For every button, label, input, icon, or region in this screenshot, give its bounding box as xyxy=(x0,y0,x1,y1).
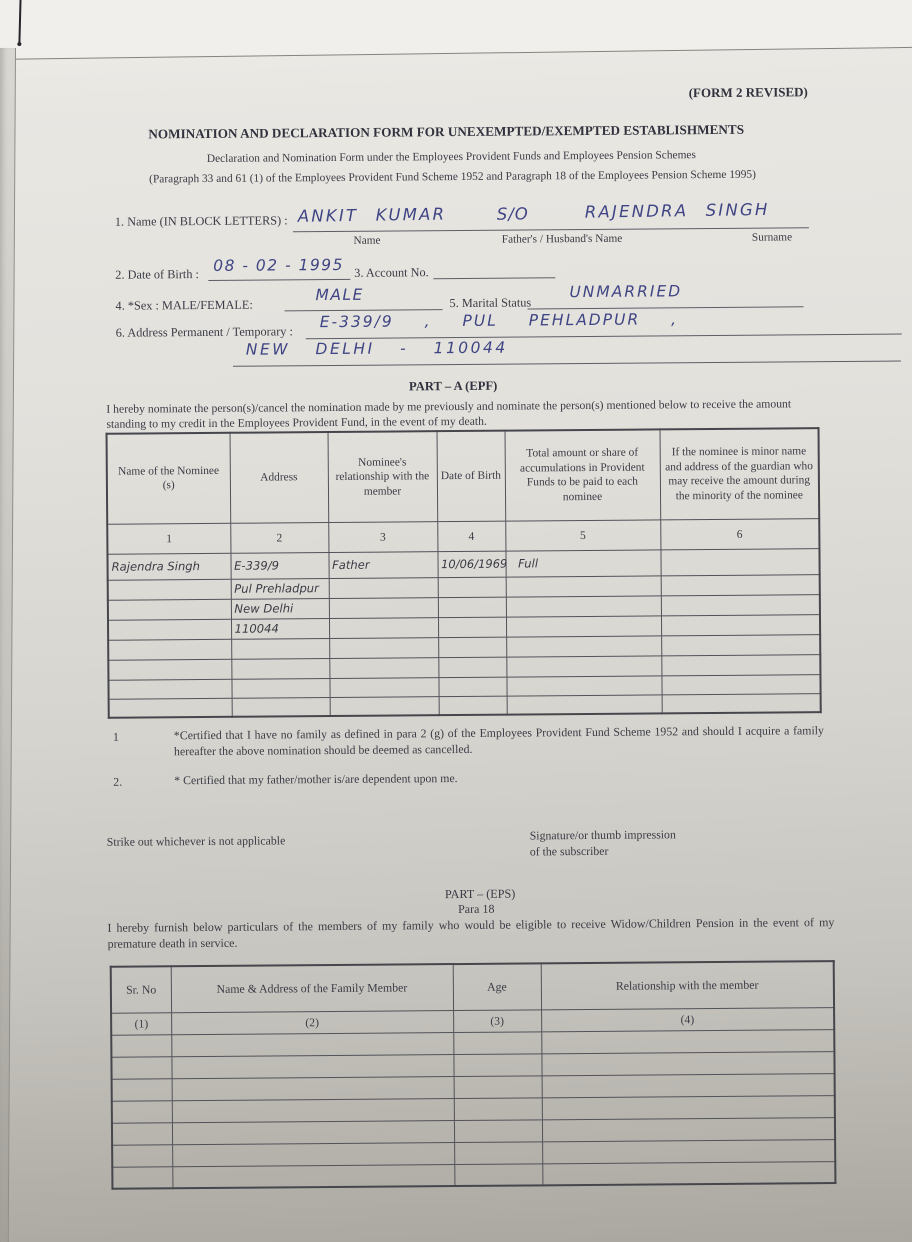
nominee-address-cell: Pul Prehladpur xyxy=(231,578,329,599)
nominee-address-cell: New Delhi xyxy=(231,598,329,619)
col-number: 2 xyxy=(230,522,328,553)
empty-cell xyxy=(438,657,506,678)
note-2-text: * Certified that my father/mother is/are dependent upon me. xyxy=(174,771,458,788)
address-value-1: E-339/9 , PUL PEHLADPUR , xyxy=(319,310,679,332)
address-value-2: NEW DELHI - 110044 xyxy=(245,338,508,359)
dob-value: 08 - 02 - 1995 xyxy=(213,255,345,275)
table-row xyxy=(112,1161,835,1189)
part-eps-title: PART – (EPS) xyxy=(444,886,516,902)
dob-label: 2. Date of Birth : xyxy=(115,267,200,282)
col-header: Name of the Nominee (s) xyxy=(107,433,231,524)
empty-cell xyxy=(108,599,231,620)
nominee-address-cell: 110044 xyxy=(231,618,329,639)
empty-cell xyxy=(438,597,506,618)
empty-cell xyxy=(172,1120,454,1144)
empty-cell xyxy=(454,1075,542,1098)
empty-cell xyxy=(661,574,820,595)
strike-out-note: Strike out whichever is not applicable xyxy=(106,833,286,849)
empty-cell xyxy=(541,1029,834,1053)
col-number: 3 xyxy=(328,521,437,552)
empty-cell xyxy=(506,675,661,695)
empty-cell xyxy=(111,1034,171,1056)
empty-cell xyxy=(542,1161,835,1185)
empty-cell xyxy=(506,655,661,676)
col-header: Relationship with the member xyxy=(541,961,834,1009)
empty-cell xyxy=(439,696,507,716)
empty-cell xyxy=(438,637,506,658)
empty-cell xyxy=(172,1142,454,1166)
empty-cell xyxy=(506,595,661,616)
empty-cell xyxy=(329,637,438,658)
empty-cell xyxy=(661,674,820,694)
empty-cell xyxy=(108,639,231,660)
empty-cell xyxy=(453,1053,541,1076)
empty-cell xyxy=(542,1117,835,1141)
empty-cell xyxy=(454,1097,542,1120)
note-1-marker: 1 xyxy=(112,729,119,744)
nominee-address-cell: E-339/9 xyxy=(230,552,328,579)
marital-label: 5. Marital Status xyxy=(449,295,532,311)
page-subtitle-2: (Paragraph 33 and 61 (1) of the Employees Provident Fund Scheme 1952 and Paragraph 18 of the Employees Pension Scheme 1995) xyxy=(149,168,756,186)
col-header: If the nominee is minor name and address of the guardian who may receive the amount during the minority of the nominee xyxy=(660,428,820,519)
empty-cell xyxy=(329,657,438,678)
col-number: 4 xyxy=(437,521,505,552)
name-label: 1. Name (IN BLOCK LETTERS) : xyxy=(114,213,288,229)
col-number: (4) xyxy=(541,1007,834,1031)
empty-cell xyxy=(454,1119,542,1142)
empty-cell xyxy=(172,1098,454,1122)
empty-cell xyxy=(506,635,661,656)
empty-cell xyxy=(438,617,506,638)
empty-cell xyxy=(542,1139,835,1163)
empty-cell xyxy=(541,1051,834,1075)
account-label: 3. Account No. xyxy=(354,265,429,280)
empty-cell xyxy=(231,638,329,659)
empty-cell xyxy=(108,659,231,680)
empty-cell xyxy=(171,1054,453,1078)
empty-cell xyxy=(438,577,506,598)
empty-cell xyxy=(108,619,231,640)
empty-cell xyxy=(662,693,821,713)
empty-cell xyxy=(661,594,820,615)
col-header: Address xyxy=(230,432,329,523)
form-revision-tag: (FORM 2 REVISED) xyxy=(688,84,808,101)
signature-note-line2: of the subscriber xyxy=(529,843,609,859)
nominee-share-cell: Full xyxy=(505,549,660,576)
empty-cell xyxy=(661,614,820,635)
empty-cell xyxy=(329,617,438,638)
name-value: ANKIT KUMAR xyxy=(297,204,447,226)
eps-family-table xyxy=(110,960,837,1190)
table-header-row xyxy=(111,961,834,1013)
col-number: (3) xyxy=(453,1009,541,1032)
empty-cell xyxy=(112,1122,172,1144)
empty-cell xyxy=(112,1100,172,1122)
part-a-intro: I hereby nominate the person(s)/cancel the nomination made by me previously and nominate the person(s) mentioned below to receive the amount standing to my credit in the Employees Provident Fund, in the event of my death. xyxy=(106,397,792,431)
empty-cell xyxy=(109,698,232,718)
name-sublabel: Name xyxy=(353,234,381,247)
page-title: NOMINATION AND DECLARATION FORM FOR UNEXEMPTED/EXEMPTED ESTABLISHMENTS xyxy=(148,121,745,142)
signature-note-line1: Signature/or thumb impression xyxy=(529,827,676,843)
col-header: Name & Address of the Family Member xyxy=(171,964,453,1012)
address-label: 6. Address Permanent / Temporary : xyxy=(115,324,293,340)
account-underline xyxy=(433,253,555,279)
sex-value: MALE xyxy=(315,285,364,305)
father-sublabel: Father's / Husband's Name xyxy=(501,232,623,246)
empty-cell xyxy=(329,677,438,697)
empty-cell xyxy=(172,1076,454,1100)
part-a-title: PART – A (EPF) xyxy=(408,378,498,394)
part-eps-intro: I hereby furnish below particulars of the members of my family who would be eligible to receive Widow/Children Pension in the event of my premature death in service. xyxy=(107,915,835,951)
col-number: 6 xyxy=(660,518,819,549)
empty-cell xyxy=(231,658,329,679)
epf-nominee-table xyxy=(106,427,822,719)
empty-cell xyxy=(108,679,231,699)
name-so-value: S/O xyxy=(496,204,529,224)
father-name-value: RAJENDRA SINGH xyxy=(584,199,770,222)
empty-cell xyxy=(112,1166,172,1188)
note-2-marker: 2. xyxy=(113,774,123,789)
empty-cell xyxy=(661,654,820,675)
nominee-name-cell: Rajendra Singh xyxy=(107,553,230,580)
sex-label: 4. *Sex : MALE/FEMALE: xyxy=(115,297,253,313)
col-number: 5 xyxy=(505,519,660,550)
empty-cell xyxy=(542,1095,835,1119)
col-header: Date of Birth xyxy=(437,431,506,522)
col-number: 1 xyxy=(107,523,230,554)
note-1-text: *Certified that I have no family as defined in para 2 (g) of the Employees Provident Fund Scheme 1952 and should I acquire a family hereafter the above nomination should be deemed as cancelled. xyxy=(173,723,824,758)
empty-cell xyxy=(507,694,662,714)
col-header: Total amount or share of accumulations in Provident Funds to be paid to each nominee xyxy=(505,429,661,520)
empty-cell xyxy=(232,697,330,717)
empty-cell xyxy=(108,579,231,600)
col-number: (1) xyxy=(111,1012,171,1034)
nominee-dob-cell: 10/06/1969 xyxy=(437,551,505,578)
surname-sublabel: Surname xyxy=(751,231,793,244)
col-number: (2) xyxy=(171,1010,453,1034)
empty-cell xyxy=(111,1056,171,1078)
empty-cell xyxy=(438,677,506,697)
empty-cell xyxy=(329,597,438,618)
empty-cell xyxy=(661,634,820,655)
guardian-cell xyxy=(660,548,819,575)
table-header-row xyxy=(107,428,820,524)
empty-cell xyxy=(506,575,661,596)
nominee-relationship-cell: Father xyxy=(328,551,437,578)
marital-value: UNMARRIED xyxy=(569,282,683,302)
empty-cell xyxy=(231,678,329,698)
part-eps-para: Para 18 xyxy=(458,901,495,917)
empty-cell xyxy=(454,1141,542,1164)
empty-cell xyxy=(112,1078,172,1100)
col-header: Sr. No xyxy=(111,966,171,1012)
empty-cell xyxy=(454,1163,542,1186)
col-header: Nominee's relationship with the member xyxy=(328,431,438,522)
empty-cell xyxy=(112,1144,172,1166)
empty-cell xyxy=(330,696,439,716)
empty-cell xyxy=(171,1032,453,1056)
empty-cell xyxy=(506,615,661,636)
empty-cell xyxy=(542,1073,835,1097)
empty-cell xyxy=(172,1164,454,1188)
col-header: Age xyxy=(453,963,541,1010)
empty-cell xyxy=(453,1031,541,1054)
page-subtitle-1: Declaration and Nomination Form under the Employees Provident Funds and Employees Pension Schemes xyxy=(206,149,696,165)
empty-cell xyxy=(329,577,438,598)
